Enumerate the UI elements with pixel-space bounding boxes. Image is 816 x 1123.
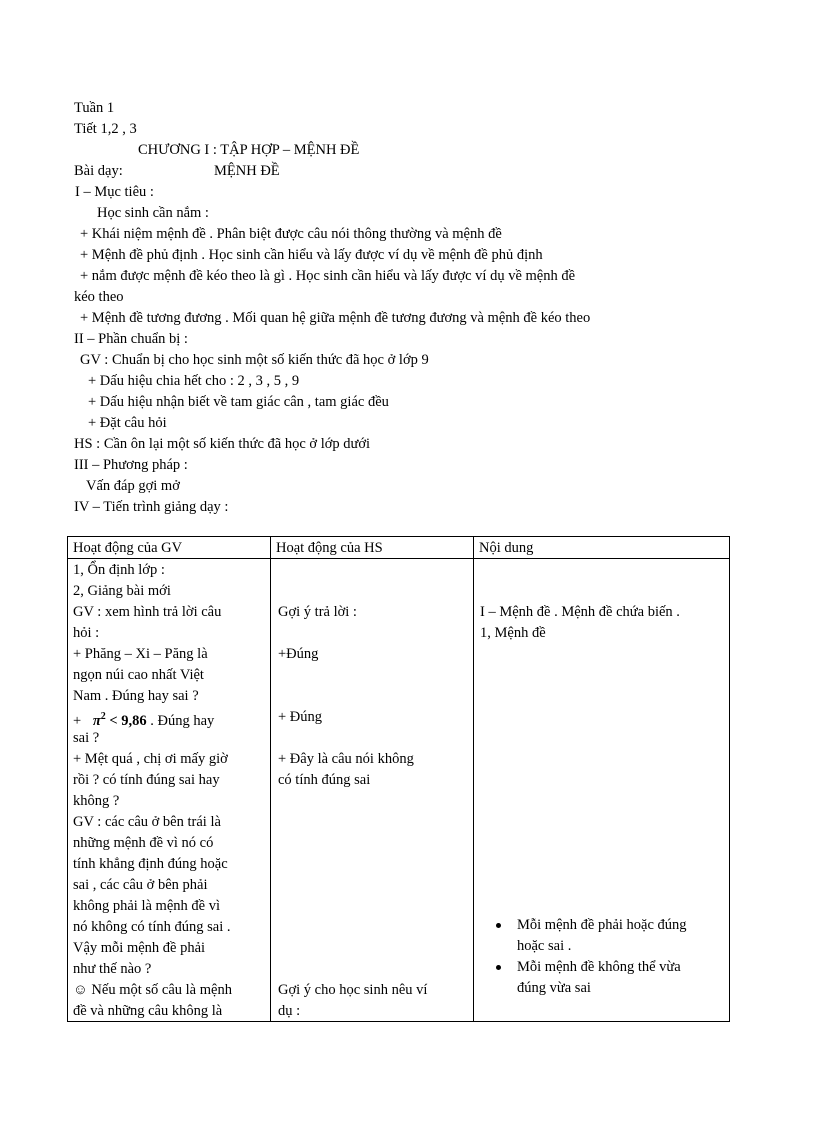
gv-line: nó không có tính đúng sai . (73, 919, 231, 935)
gv-line: ngọn núi cao nhất Việt (73, 667, 204, 683)
objectives-heading: I – Mục tiêu : (75, 184, 154, 200)
gv-line: Nam . Đúng hay sai ? (73, 688, 199, 704)
teaching-process-table (67, 536, 730, 1022)
table-header-row (68, 537, 730, 559)
method-heading: III – Phương pháp : (74, 457, 188, 473)
lesson-title: MỆNH ĐỀ (214, 163, 280, 179)
gv-line: sai , các câu ở bên phải (73, 877, 208, 893)
hs-line: Gợi ý trả lời : (278, 604, 357, 620)
objective-item: kéo theo (74, 289, 124, 305)
process-heading: IV – Tiến trình giảng dạy : (74, 499, 229, 515)
bullet-icon (496, 965, 501, 970)
gv-line: rồi ? có tính đúng sai hay (73, 772, 220, 788)
gv-cell (68, 559, 271, 1022)
gv-line: ☺ Nếu một số câu là mệnh (73, 982, 232, 998)
preparation-heading: II – Phần chuẩn bị : (74, 331, 188, 347)
gv-line: Vậy mỗi mệnh đề phải (73, 940, 206, 956)
gv-line: tính khẳng định đúng hoặc (73, 856, 228, 872)
table-header-cell (68, 537, 271, 559)
preparation-hs: HS : Cần ôn lại một số kiến thức đã học ở lớp dưới (74, 436, 371, 452)
objective-item: + nắm được mệnh đề kéo theo là gì . Học sinh cần hiểu và lấy được ví dụ về mệnh đề (80, 268, 576, 284)
table-header-cell (271, 537, 474, 559)
pi-symbol: π (92, 712, 101, 729)
objective-item: + Khái niệm mệnh đề . Phân biệt được câu nói thông thường và mệnh đề (80, 226, 502, 242)
content-bullet-line: Mỗi mệnh đề không thể vừa (517, 959, 681, 975)
gv-line: không phải là mệnh đề vì (73, 898, 220, 914)
objectives-intro: Học sinh cần nắm : (97, 205, 209, 221)
gv-line: 1, Ổn định lớp : (73, 562, 165, 578)
pi-exponent: 2 (100, 711, 106, 722)
gv-line: + Phăng – Xi – Păng là (73, 646, 208, 662)
table-row (68, 559, 730, 1022)
bullet-icon (496, 923, 501, 928)
objective-item: + Mệnh đề tương đương . Mối quan hệ giữa mệnh đề tương đương và mệnh đề kéo theo (80, 310, 591, 326)
gv-line: những mệnh đề vì nó có (73, 835, 214, 851)
gv-line: GV : các câu ở bên trái là (73, 814, 221, 830)
gv-line: GV : xem hình trả lời câu (73, 604, 222, 620)
table-header-hs: Hoạt động của HS (276, 540, 383, 556)
method-text: Vấn đáp gợi mở (86, 478, 180, 494)
content-bullet-line: Mỗi mệnh đề phải hoặc đúng (517, 917, 687, 933)
gv-line-math (73, 708, 214, 730)
periods-label: Tiết 1,2 , 3 (74, 121, 137, 137)
math-comparison: < 9,86 (105, 712, 147, 729)
hs-line: có tính đúng sai (278, 772, 371, 788)
gv-line-prefix: + (73, 712, 82, 729)
lesson-label: Bài dạy: (74, 163, 123, 179)
preparation-gv: GV : Chuẩn bị cho học sinh một số kiến thức đã học ở lớp 9 (80, 352, 429, 368)
table-header-gv: Hoạt động của GV (73, 540, 183, 556)
content-cell (474, 559, 730, 1022)
hs-line: + Đúng (278, 709, 323, 725)
gv-line: hỏi : (73, 625, 100, 641)
table-header-content: Nội dung (479, 540, 534, 556)
gv-line: 2, Giảng bài mới (73, 583, 171, 599)
chapter-title: CHƯƠNG I : TẬP HỢP – MỆNH ĐỀ (138, 142, 360, 158)
preparation-gv-item: + Dấu hiệu chia hết cho : 2 , 3 , 5 , 9 (88, 373, 300, 389)
preparation-gv-item: + Dấu hiệu nhận biết về tam giác cân , tam giác đều (88, 394, 389, 410)
hs-line: Gợi ý cho học sinh nêu ví (278, 982, 428, 998)
hs-line: dụ : (278, 1003, 301, 1019)
gv-line: + Mệt quá , chị ơi mấy giờ (73, 751, 228, 767)
gv-line: đề và những câu không là (73, 1003, 223, 1019)
content-subheading: 1, Mệnh đề (480, 625, 546, 641)
objective-item: + Mệnh đề phủ định . Học sinh cần hiểu và lấy được ví dụ về mệnh đề phủ định (80, 247, 543, 263)
preparation-gv-item: + Đặt câu hỏi (88, 415, 167, 431)
hs-line: +Đúng (278, 646, 319, 662)
content-bullet-line: hoặc sai . (517, 938, 572, 954)
week-label: Tuần 1 (74, 100, 115, 116)
hs-cell (271, 559, 474, 1022)
hs-line: + Đây là câu nói không (278, 751, 414, 767)
content-heading: I – Mệnh đề . Mệnh đề chứa biến . (480, 604, 680, 620)
table-header-cell (474, 537, 730, 559)
gv-line: như thế nào ? (73, 961, 152, 977)
gv-line: sai ? (73, 730, 100, 746)
content-bullet-line: đúng vừa sai (517, 980, 591, 996)
math-suffix: . Đúng hay (146, 712, 215, 729)
gv-line: không ? (73, 793, 120, 809)
